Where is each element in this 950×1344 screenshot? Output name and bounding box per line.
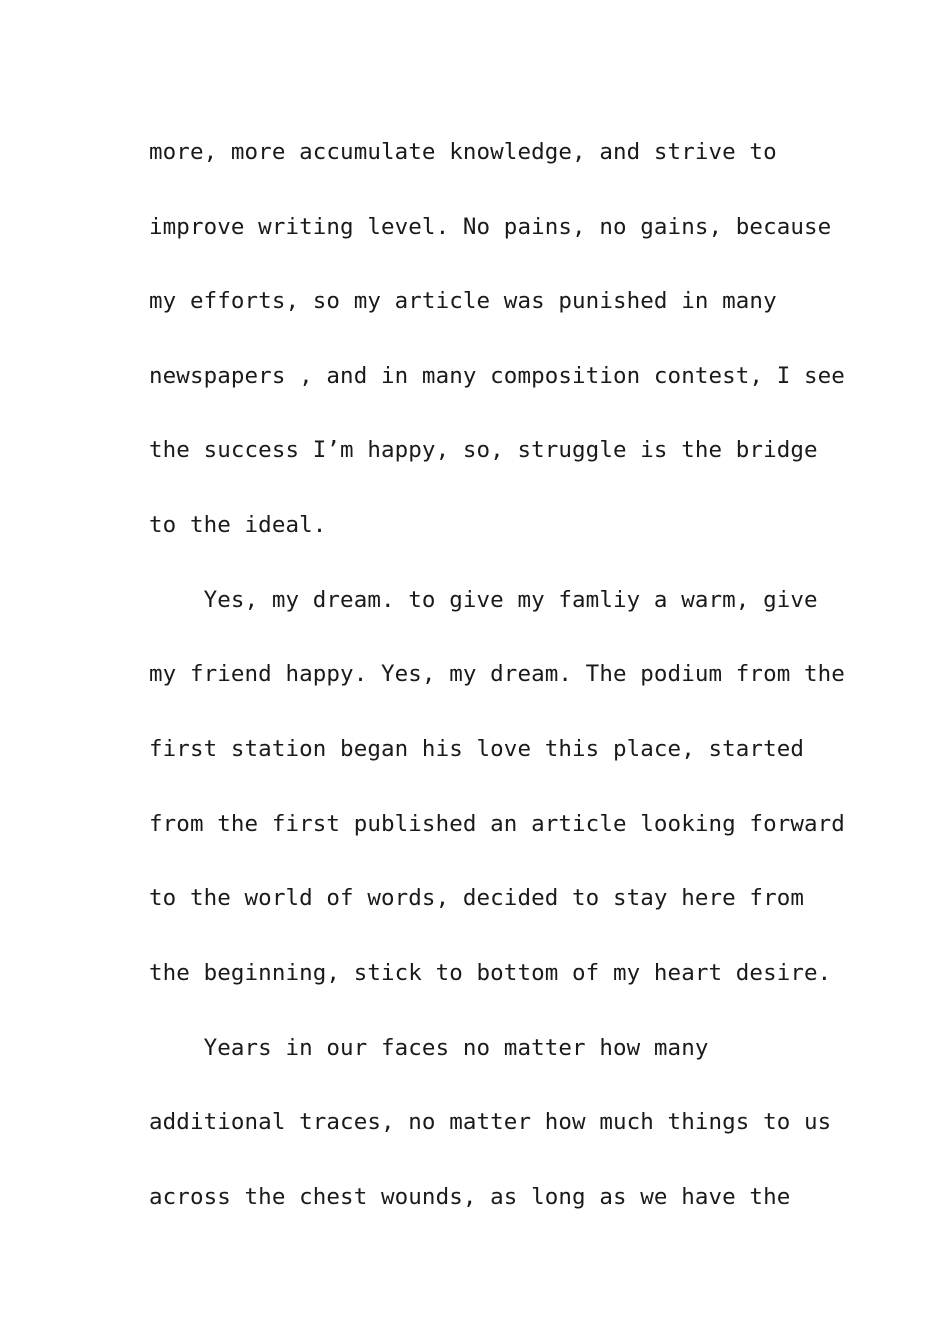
text-line: across the chest wounds, as long as we have the [149, 1184, 791, 1210]
text-line: the success I’m happy, so, struggle is the bridge [149, 437, 818, 463]
text-line: my efforts, so my article was punished in many [149, 288, 777, 314]
text-line: the beginning, stick to bottom of my heart desire. [149, 960, 832, 986]
text-line: Yes, my dream. to give my famliy a warm, give [149, 587, 818, 613]
text-line: more, more accumulate knowledge, and strive to [149, 139, 777, 165]
text-line: improve writing level. No pains, no gains, because [149, 214, 832, 240]
text-line: Years in our faces no matter how many [149, 1035, 709, 1061]
text-line: to the ideal. [149, 512, 327, 538]
text-line: newspapers , and in many composition contest, I see [149, 363, 845, 389]
text-line: additional traces, no matter how much things to us [149, 1109, 832, 1135]
text-line: from the first published an article looking forward [149, 811, 845, 837]
text-line: first station began his love this place, started [149, 736, 805, 762]
text-line: my friend happy. Yes, my dream. The podium from the [149, 661, 845, 687]
text-line: to the world of words, decided to stay here from [149, 885, 805, 911]
